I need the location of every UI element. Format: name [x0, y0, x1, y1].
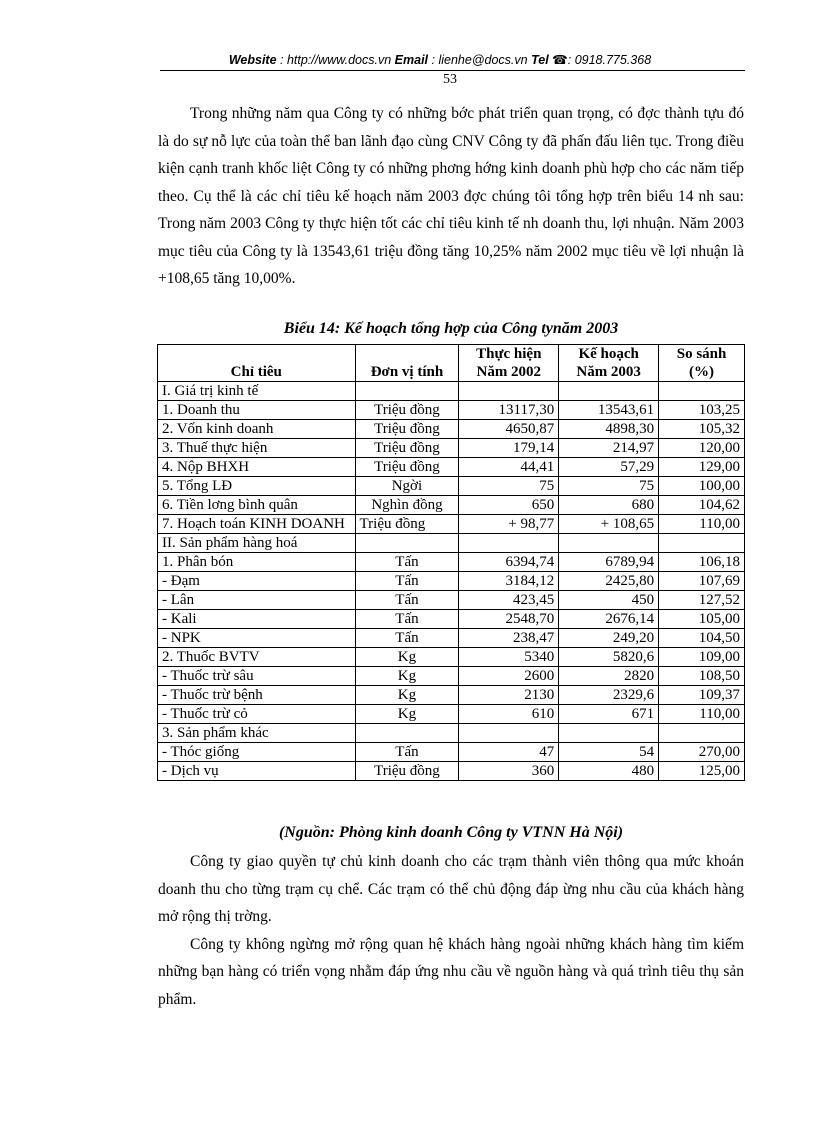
column-header: So sánh (%) — [659, 345, 745, 382]
source-note: (Nguồn: Phòng kinh doanh Công ty VTNN Hà Nội) — [278, 824, 624, 841]
table-cell: 680 — [559, 496, 659, 515]
table-cell: 1. Doanh thu — [158, 401, 356, 420]
table-title: Biểu 14: Kế hoạch tổng hợp của Công tynăm 2003 — [283, 320, 619, 337]
table-cell: Tấn — [355, 572, 459, 591]
table-cell: 2600 — [459, 667, 559, 686]
table-cell: - Thuốc trừ bệnh — [158, 686, 356, 705]
table-cell: 2820 — [559, 667, 659, 686]
tel-label: Tel — [531, 53, 549, 67]
table-cell: - Đạm — [158, 572, 356, 591]
page-header — [160, 52, 720, 67]
table-cell: 3184,12 — [459, 572, 559, 591]
table-cell — [659, 534, 745, 553]
table-body — [158, 382, 745, 781]
table-cell — [355, 382, 459, 401]
table-cell: Triệu đồng — [355, 515, 459, 534]
table-cell: 100,00 — [659, 477, 745, 496]
table-cell: 54 — [559, 743, 659, 762]
table-cell: Kg — [355, 648, 459, 667]
table-cell: 480 — [559, 762, 659, 781]
table-row — [158, 553, 745, 572]
table-cell: 2. Thuốc BVTV — [158, 648, 356, 667]
table-cell: - Thuốc trừ sâu — [158, 667, 356, 686]
table-cell: 2329,6 — [559, 686, 659, 705]
table-cell: Triệu đồng — [355, 458, 459, 477]
table-cell: 13117,30 — [459, 401, 559, 420]
intro-text: Trong những năm qua Công ty có những bớc phát triển quan trọng, có đợc thành tựu đó là do sự nỗ lực của toàn thể ban lãnh đạo cùng CNV Công ty đã phấn đấu liên tục. Trong điều kiện cạnh tranh khốc liệt Công ty có những phơng hớng kinh doanh phù hợp cho các năm tiếp theo. Cụ thể là các chỉ tiêu kế hoạch năm 2003 đợc chúng tôi tổng hợp trên biểu 14 nh sau: Trong năm 2003 Công ty thực hiện tốt các chỉ tiêu kinh tế nh doanh thu, lợi nhuận. Năm 2003 mục tiêu của Công ty là 13543,61 triệu đồng tăng 10,25% năm 2002 mục tiêu về lợi nhuận là +108,65 tăng 10,00%. — [158, 105, 744, 287]
table-header-row — [158, 345, 745, 382]
table-cell: II. Sản phẩm hàng hoá — [158, 534, 356, 553]
table-cell — [355, 534, 459, 553]
table-row — [158, 743, 745, 762]
table-row — [158, 667, 745, 686]
table-cell: Tấn — [355, 629, 459, 648]
table-cell: 44,41 — [459, 458, 559, 477]
table-cell: 75 — [459, 477, 559, 496]
table-cell: 127,52 — [659, 591, 745, 610]
table-cell: - Dịch vụ — [158, 762, 356, 781]
table-row — [158, 572, 745, 591]
table-cell: 6. Tiền lơng bình quân — [158, 496, 356, 515]
table-cell — [459, 382, 559, 401]
table-cell: 110,00 — [659, 705, 745, 724]
table-row — [158, 496, 745, 515]
header-divider — [160, 70, 745, 71]
table-row — [158, 629, 745, 648]
table-row — [158, 401, 745, 420]
table-cell: Triệu đồng — [355, 420, 459, 439]
table-cell: + 98,77 — [459, 515, 559, 534]
table-cell: 120,00 — [659, 439, 745, 458]
table-row — [158, 724, 745, 743]
table-row — [158, 610, 745, 629]
table-cell: 3. Thuế thực hiện — [158, 439, 356, 458]
table-cell: 249,20 — [559, 629, 659, 648]
table-cell: 103,25 — [659, 401, 745, 420]
table-cell: + 108,65 — [559, 515, 659, 534]
table-cell: Kg — [355, 686, 459, 705]
table-cell: 125,00 — [659, 762, 745, 781]
table-cell: 238,47 — [459, 629, 559, 648]
table-row — [158, 477, 745, 496]
closing-paragraphs — [158, 848, 744, 1013]
table-cell: 47 — [459, 743, 559, 762]
table-cell — [659, 724, 745, 743]
table-cell: I. Giá trị kinh tế — [158, 382, 356, 401]
table-cell: 360 — [459, 762, 559, 781]
table-cell — [459, 724, 559, 743]
table-row — [158, 686, 745, 705]
paragraph-2: Công ty không ngừng mở rộng quan hệ khách hàng ngoài những khách hàng tìm kiếm những bạn hàng có triển vọng nhằm đáp ứng nhu cầu về nguồn hàng và quá trình tiêu thụ sản phẩm. — [158, 935, 744, 1008]
table-cell: 3. Sản phẩm khác — [158, 724, 356, 743]
table-cell: Ngời — [355, 477, 459, 496]
table-row — [158, 762, 745, 781]
table-row — [158, 591, 745, 610]
table-cell: 214,97 — [559, 439, 659, 458]
table-cell: 104,62 — [659, 496, 745, 515]
table-cell: 4. Nộp BHXH — [158, 458, 356, 477]
table-cell: Tấn — [355, 553, 459, 572]
table-cell: 2548,70 — [459, 610, 559, 629]
table-cell — [459, 534, 559, 553]
table-cell: 129,00 — [659, 458, 745, 477]
table-cell: 7. Hoạch toán KINH DOANH — [158, 515, 356, 534]
table-cell: 105,32 — [659, 420, 745, 439]
table-row — [158, 515, 745, 534]
table-cell — [559, 724, 659, 743]
table-cell: 5340 — [459, 648, 559, 667]
table-cell: Nghìn đồng — [355, 496, 459, 515]
table-cell: - Thóc giống — [158, 743, 356, 762]
table-cell — [659, 382, 745, 401]
table-cell: 107,69 — [659, 572, 745, 591]
table-cell: Kg — [355, 705, 459, 724]
table-cell: 610 — [459, 705, 559, 724]
table-row — [158, 705, 745, 724]
email-address: : lienhe@docs.vn — [431, 53, 528, 67]
table-cell: 270,00 — [659, 743, 745, 762]
table-cell: Tấn — [355, 743, 459, 762]
table-cell: 110,00 — [659, 515, 745, 534]
table-cell — [559, 534, 659, 553]
table-cell: Triệu đồng — [355, 439, 459, 458]
table-cell: - Kali — [158, 610, 356, 629]
email-label: Email — [394, 53, 429, 67]
table-cell: 108,50 — [659, 667, 745, 686]
table-cell: - Lân — [158, 591, 356, 610]
table-cell: 4650,87 — [459, 420, 559, 439]
website-url: : http://www.docs.vn — [280, 53, 392, 67]
table-cell: 57,29 — [559, 458, 659, 477]
table-cell: - Thuốc trừ cỏ — [158, 705, 356, 724]
table-cell — [559, 382, 659, 401]
plan-table — [157, 344, 745, 781]
table-cell: 2. Vốn kinh doanh — [158, 420, 356, 439]
column-header: Thực hiện Năm 2002 — [459, 345, 559, 382]
table-row — [158, 439, 745, 458]
table-cell: 1. Phân bón — [158, 553, 356, 572]
table-cell: 106,18 — [659, 553, 745, 572]
table-cell: 671 — [559, 705, 659, 724]
table-cell: - NPK — [158, 629, 356, 648]
table-row — [158, 382, 745, 401]
table-cell: 2425,80 — [559, 572, 659, 591]
tel-number: ☎: 0918.775.368 — [552, 53, 652, 67]
table-cell: 109,37 — [659, 686, 745, 705]
table-cell: 6789,94 — [559, 553, 659, 572]
table-cell: 650 — [459, 496, 559, 515]
table-cell: Kg — [355, 667, 459, 686]
paragraph-1: Công ty giao quyền tự chủ kinh doanh cho các trạm thành viên thông qua mức khoán doanh thu cho từng trạm cụ chể. Các trạm có thể chủ động đáp ừng nhu cầu của khách hàng mở rộng thị trờng. — [158, 853, 744, 925]
website-label: Website — [228, 53, 277, 67]
table-cell: 75 — [559, 477, 659, 496]
table-cell: 105,00 — [659, 610, 745, 629]
table-cell: 450 — [559, 591, 659, 610]
table-cell: 4898,30 — [559, 420, 659, 439]
table-cell: 6394,74 — [459, 553, 559, 572]
table-cell: 13543,61 — [559, 401, 659, 420]
table-cell — [355, 724, 459, 743]
table-cell: 5. Tổng LĐ — [158, 477, 356, 496]
table-cell: Triệu đồng — [355, 401, 459, 420]
table-cell: Tấn — [355, 591, 459, 610]
table-cell: Tấn — [355, 610, 459, 629]
table-row — [158, 420, 745, 439]
column-header: Kế hoạch Năm 2003 — [559, 345, 659, 382]
table-row — [158, 648, 745, 667]
page-number: 53 — [443, 72, 457, 87]
intro-paragraph — [158, 100, 744, 293]
table-cell: Triệu đồng — [355, 762, 459, 781]
table-cell: 2130 — [459, 686, 559, 705]
table-cell: 2676,14 — [559, 610, 659, 629]
column-header: Chỉ tiêu — [158, 345, 356, 382]
table-cell: 179,14 — [459, 439, 559, 458]
table-cell: 5820,6 — [559, 648, 659, 667]
table-cell: 423,45 — [459, 591, 559, 610]
table-row — [158, 534, 745, 553]
table-cell: 104,50 — [659, 629, 745, 648]
table-row — [158, 458, 745, 477]
table-cell: 109,00 — [659, 648, 745, 667]
column-header: Đơn vị tính — [355, 345, 459, 382]
